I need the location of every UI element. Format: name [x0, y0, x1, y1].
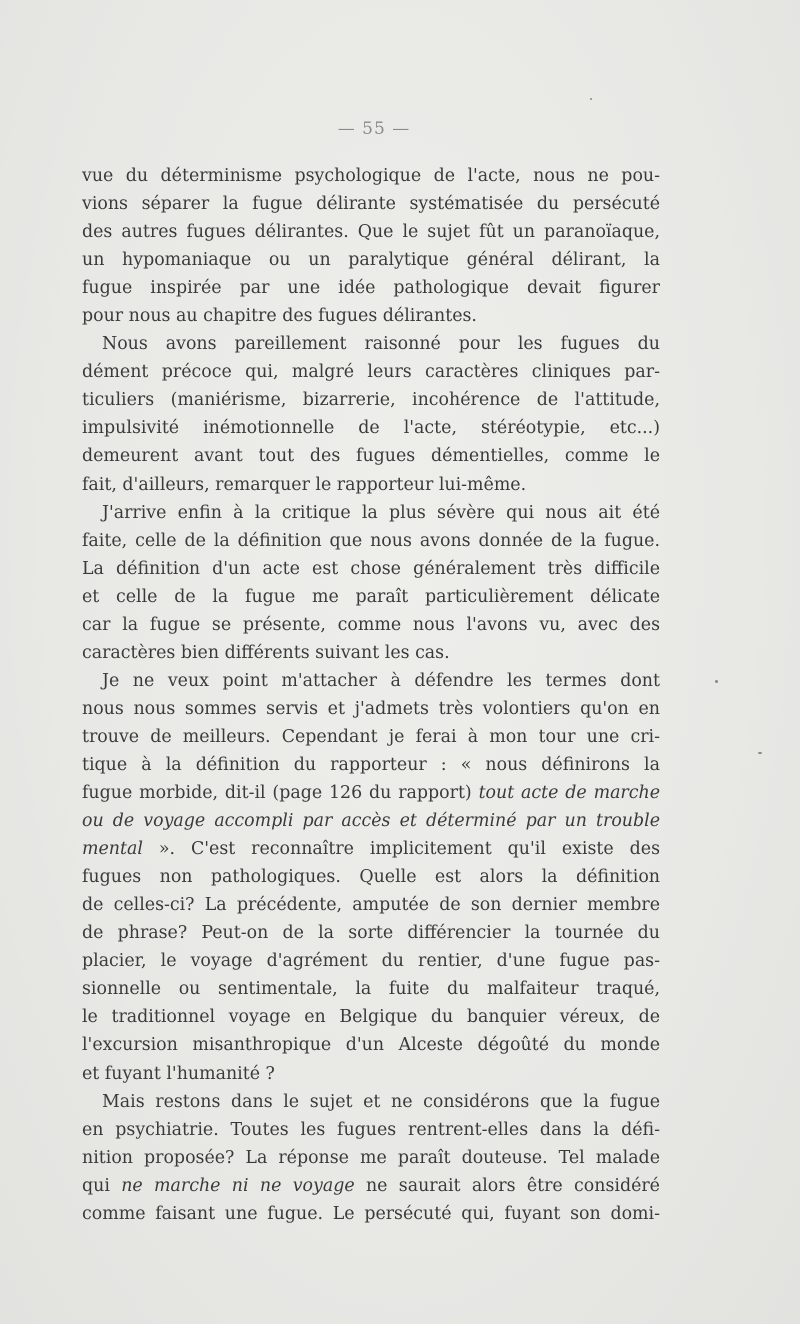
text-line: l'excursion misanthropique d'un Alceste dégoûté du monde	[82, 1035, 660, 1056]
text-line: vue du déterminisme psychologique de l'acte, nous ne pou-	[82, 166, 660, 186]
scan-speck	[590, 98, 592, 100]
text-line: car la fugue se présente, comme nous l'avons vu, avec des	[82, 614, 660, 635]
text-line: fugue inspirée par une idée pathologique devait figurer	[82, 278, 660, 299]
text-line: placier, le voyage d'agrément du rentier, d'une fugue pas-	[82, 951, 660, 972]
text-line: un hypomaniaque ou un paralytique général délirant, la	[82, 250, 660, 271]
text-line	[82, 779, 660, 807]
text-line: comme faisant une fugue. Le persécuté qui, fuyant son domi-	[82, 1203, 660, 1224]
text-line: le traditionnel voyage en Belgique du banquier véreux, de	[82, 1007, 660, 1028]
italic-run: tout acte de marche	[478, 783, 660, 804]
text-run: qui	[82, 1175, 122, 1196]
text-line: des autres fugues délirantes. Que le sujet fût un paranoïaque,	[82, 222, 660, 243]
text-line: tique à la définition du rapporteur : « nous définirons la	[82, 754, 660, 775]
text-line: Mais restons dans le sujet et ne considérons que la fugue	[102, 1091, 660, 1112]
text-line: fugues non pathologiques. Quelle est alors la définition	[82, 867, 660, 888]
text-line: caractères bien différents suivant les cas.	[82, 642, 450, 663]
text-line: dément précoce qui, malgré leurs caractères cliniques par-	[82, 362, 660, 383]
text-line: trouve de meilleurs. Cependant je ferai à mon tour une cri-	[82, 726, 660, 747]
scan-speck	[758, 752, 762, 754]
text-line: de celles-ci? La précédente, amputée de son dernier membre	[82, 895, 660, 916]
text-line	[82, 835, 660, 863]
text-line: sionnelle ou sentimentale, la fuite du malfaiteur traqué,	[82, 979, 660, 1000]
text-line: J'arrive enfin à la critique la plus sévère qui nous ait été	[102, 502, 660, 523]
text-line: nition proposée? La réponse me paraît douteuse. Tel malade	[82, 1147, 660, 1168]
text-line: vions séparer la fugue délirante systématisée du persécuté	[82, 194, 660, 215]
scan-speck	[715, 680, 718, 683]
text-line: demeurent avant tout des fugues démentielles, comme le	[82, 446, 660, 467]
text-line: de phrase? Peut-on de la sorte différencier la tournée du	[82, 923, 660, 944]
text-line: La définition d'un acte est chose généralement très difficile	[82, 558, 660, 579]
text-line: en psychiatrie. Toutes les fugues rentrent-elles dans la défi-	[82, 1119, 660, 1140]
text-run: ». C'est reconnaître implicitement qu'il existe des	[142, 839, 660, 860]
text-line: Nous avons pareillement raisonné pour les fugues du	[102, 334, 660, 355]
text-line: nous nous sommes servis et j'admets très volontiers qu'on en	[82, 698, 660, 719]
italic-run: mental	[82, 839, 143, 860]
page-number: — 55 —	[337, 119, 411, 139]
text-line	[82, 1172, 660, 1200]
text-run: ne saurait alors être considéré	[354, 1175, 660, 1196]
text-line: et celle de la fugue me paraît particulièrement délicate	[82, 586, 660, 607]
text-line: pour nous au chapitre des fugues délirantes.	[82, 306, 477, 327]
body-text	[82, 162, 660, 1228]
text-line: faite, celle de la définition que nous avons donnée de la fugue.	[82, 530, 660, 551]
text-line: Je ne veux point m'attacher à défendre les termes dont	[102, 670, 660, 691]
text-line: impulsivité inémotionnelle de l'acte, stéréotypie, etc...)	[82, 418, 660, 439]
text-line: et fuyant l'humanité ?	[82, 1063, 275, 1084]
text-line: ticuliers (maniérisme, bizarrerie, incohérence de l'attitude,	[82, 390, 660, 411]
text-line: fait, d'ailleurs, remarquer le rapporteur lui-même.	[82, 474, 527, 495]
text-line: ou de voyage accompli par accès et déterminé par un trouble	[82, 811, 660, 832]
text-run: fugue morbide, dit-il (page 126 du rapport)	[82, 783, 479, 804]
italic-run: ne marche ni ne voyage	[121, 1175, 355, 1196]
